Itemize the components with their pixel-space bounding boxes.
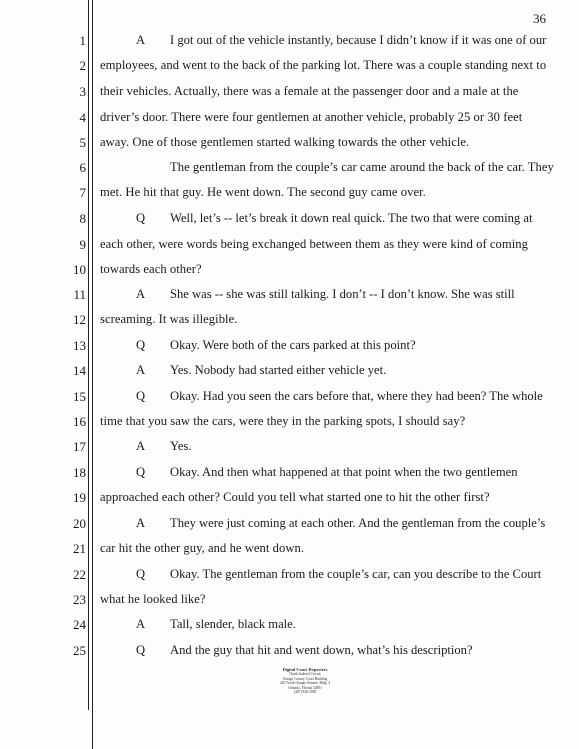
transcript-line [0, 160, 579, 184]
transcript-line [0, 262, 579, 286]
transcript-line [0, 541, 579, 565]
speaker-label: Q [136, 643, 146, 657]
transcript-line [0, 110, 579, 134]
transcript-line [0, 363, 579, 387]
line-number: 23 [73, 592, 86, 607]
line-number: 16 [73, 414, 86, 429]
testimony-text: Yes. Nobody had started either vehicle yet. [170, 363, 387, 377]
speaker-label: Q [136, 465, 146, 479]
testimony-text: Yes. [170, 439, 192, 453]
transcript-line [0, 439, 579, 463]
testimony-text: time that you saw the cars, were they in the parking spots, I should say? [100, 414, 466, 428]
transcript-line [0, 84, 579, 108]
line-number: 6 [79, 160, 86, 175]
line-number: 21 [73, 541, 86, 556]
line-number: 2 [79, 58, 86, 73]
testimony-text: Okay. The gentleman from the couple’s car, can you describe to the Court [170, 567, 542, 581]
line-number: 10 [73, 262, 86, 277]
line-number: 25 [73, 643, 86, 658]
transcript-line [0, 414, 579, 438]
reporter-stamp-line: Digital Court Reporters [282, 667, 328, 672]
transcript-line [0, 185, 579, 209]
testimony-text: Okay. Had you seen the cars before that, where they had been? The whole [170, 389, 543, 403]
reporter-stamp-line: Orange County Court Building [282, 676, 328, 681]
speaker-label: A [136, 33, 146, 47]
testimony-text: screaming. It was illegible. [100, 312, 238, 326]
transcript-line [0, 135, 579, 159]
reporter-stamp [270, 668, 340, 694]
speaker-label: A [136, 287, 146, 301]
speaker-label: A [136, 363, 146, 377]
testimony-text: Tall, slender, black male. [170, 617, 296, 631]
transcript-line [0, 312, 579, 336]
reporter-stamp-line: 425 North Orange Avenue, Bldg. 4 [279, 681, 331, 686]
line-number: 4 [79, 110, 86, 125]
line-number: 24 [73, 617, 86, 632]
transcript-line [0, 643, 579, 667]
transcript-line [0, 465, 579, 489]
reporter-stamp-line: Orlando, Florida 32801 [288, 685, 322, 690]
speaker-label: A [136, 516, 146, 530]
testimony-text: each other, were words being exchanged between them as they were kind of coming [100, 237, 528, 251]
line-number: 18 [73, 465, 86, 480]
testimony-text: Okay. Were both of the cars parked at this point? [170, 338, 416, 352]
speaker-label: A [136, 617, 146, 631]
testimony-text: They were just coming at each other. And the gentleman from the couple’s [170, 516, 546, 530]
transcript-line [0, 237, 579, 261]
testimony-text: Okay. And then what happened at that point when the two gentlemen [170, 465, 518, 479]
testimony-text: The gentleman from the couple’s car came around the back of the car. They [170, 160, 554, 174]
transcript-line [0, 33, 579, 57]
line-number: 14 [73, 363, 86, 378]
testimony-text: approached each other? Could you tell what started one to hit the other first? [100, 490, 490, 504]
transcript-line [0, 516, 579, 540]
testimony-text: employees, and went to the back of the parking lot. There was a couple standing next to [100, 58, 547, 72]
speaker-label: Q [136, 389, 146, 403]
line-number: 19 [73, 490, 86, 505]
speaker-label: A [136, 439, 146, 453]
testimony-text: I got out of the vehicle instantly, because I didn’t know if it was one of our [170, 33, 547, 47]
transcript-line [0, 389, 579, 413]
line-number: 15 [73, 389, 86, 404]
line-number: 1 [79, 33, 86, 48]
transcript-line [0, 490, 579, 514]
transcript-line [0, 567, 579, 591]
line-number: 3 [79, 84, 86, 99]
line-number: 9 [79, 237, 86, 252]
transcript-line [0, 211, 579, 235]
testimony-text: Well, let’s -- let’s break it down real quick. The two that were coming at [170, 211, 533, 225]
line-number: 5 [79, 135, 86, 150]
speaker-label: Q [136, 211, 146, 225]
line-number: 13 [73, 338, 86, 353]
line-number: 7 [79, 185, 86, 200]
testimony-text: driver’s door. There were four gentlemen at another vehicle, probably 25 or 30 feet [100, 110, 523, 124]
testimony-text: what he looked like? [100, 592, 206, 606]
testimony-text: She was -- she was still talking. I don’t -- I don’t know. She was still [170, 287, 515, 301]
line-number: 11 [73, 287, 86, 302]
reporter-stamp-line: Ninth Judicial Circuit [289, 672, 321, 677]
line-number: 20 [73, 516, 86, 531]
page-number: 36 [533, 11, 546, 26]
line-number: 8 [79, 211, 86, 226]
testimony-text: car hit the other guy, and he went down. [100, 541, 305, 555]
speaker-label: Q [136, 338, 146, 352]
speaker-label: Q [136, 567, 146, 581]
testimony-text: towards each other? [100, 262, 202, 276]
testimony-text: met. He hit that guy. He went down. The second guy came over. [100, 185, 426, 199]
transcript-line [0, 592, 579, 616]
reporter-stamp-line: (407) 836-2050 [293, 690, 317, 695]
transcript-line [0, 617, 579, 641]
transcript-line [0, 287, 579, 311]
line-number: 12 [73, 312, 86, 327]
testimony-text: away. One of those gentlemen started walking towards the other vehicle. [100, 135, 470, 149]
transcript-line [0, 58, 579, 82]
transcript-line [0, 338, 579, 362]
testimony-text: their vehicles. Actually, there was a female at the passenger door and a male at the [100, 84, 519, 98]
testimony-text: And the guy that hit and went down, what’s his description? [170, 643, 473, 657]
line-number: 17 [73, 439, 86, 454]
line-number: 22 [73, 567, 86, 582]
